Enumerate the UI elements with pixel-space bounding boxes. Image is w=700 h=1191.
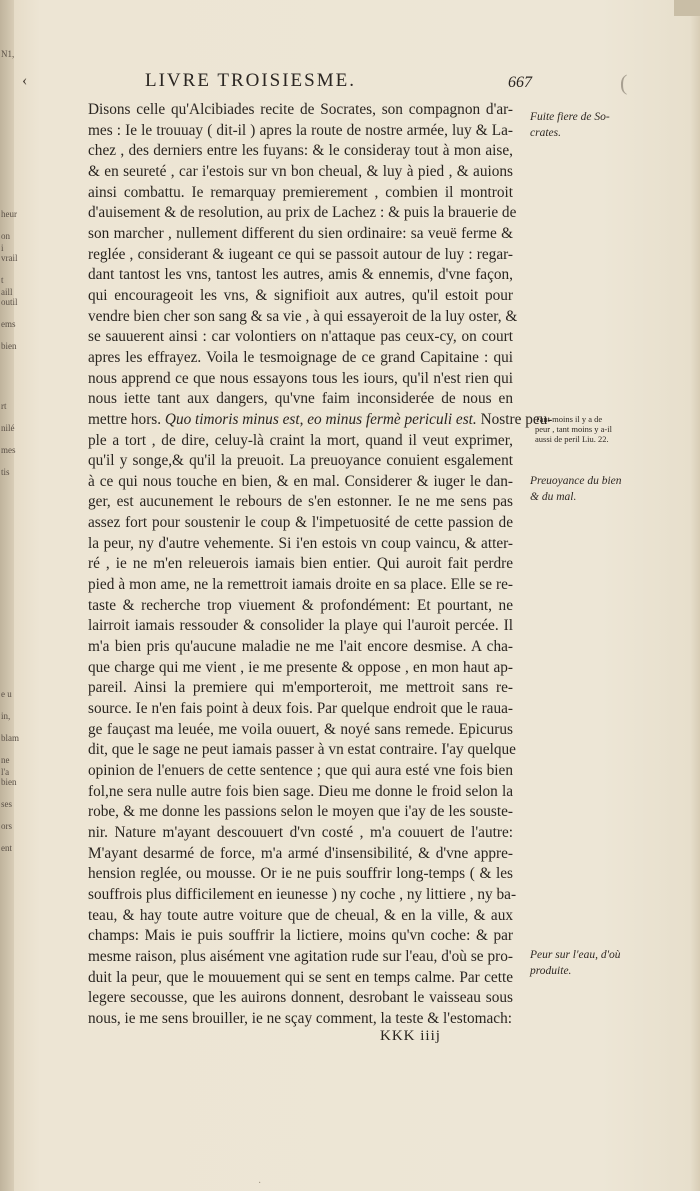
margin-note: & du mal. [530, 491, 577, 503]
gutter-text-fragment: mes [1, 445, 16, 455]
gutter-text-fragment: t aill [1, 275, 13, 297]
gutter-text-fragment: outil [1, 297, 18, 307]
text-line: m'a bien pris qu'aucune maladie ne me l'ait encore desmise. A cha- [88, 638, 513, 656]
running-head: LIVRE TROISIESME. [145, 70, 356, 91]
text-line: qu'il y songe,& qu'il la preuoit. La preuoyance conuient esgalement [88, 452, 513, 470]
gutter-text-fragment: nilé [1, 423, 15, 433]
gutter-text-fragment: ems [1, 319, 16, 329]
gutter-text-fragment: bien [1, 341, 17, 351]
latin-quotation: Quo timoris minus est, eo minus fermè periculi est. [164, 410, 477, 428]
gutter-text-fragment: on i [1, 231, 10, 253]
gutter-text-fragment: tis [1, 467, 10, 477]
signature-mark: KKK iiij [380, 1028, 441, 1044]
margin-bracket: ( [620, 70, 628, 95]
margin-note: Peur sur l'eau, d'où [530, 949, 621, 961]
text-line: lairroit iamais ressouder & consolider la playe qui l'auroit percée. Il [88, 617, 513, 635]
text-line: souffrois plus difficilement en ieunesse ) ny coche , ny littiere , ny ba- [88, 885, 517, 903]
gutter-text-fragment: e u [1, 689, 12, 699]
gutter-text-fragment: in, [1, 711, 11, 721]
text-line: son marcher , nullement different du sien ordinaire: sa veuë ferme & [88, 224, 513, 242]
text-line: mettre hors. Quo timoris minus est, eo minus fermè periculi est. Nostre peu- [88, 410, 553, 428]
text-line: mesme raison, plus aisément vne agitation rude sur l'eau, d'où se pro- [88, 947, 513, 965]
gutter-text-fragment: vrail [1, 253, 18, 263]
margin-note: Fuite fiere de So- [530, 111, 610, 123]
text-line: à ce qui nous touche en bien, & en mal. Considerer & iuger le dan- [88, 472, 513, 490]
gutter-text-fragment: heur [1, 209, 17, 219]
text-line: assez fort pour soustenir le coup & l'impetuosité de cette passion de [88, 514, 513, 532]
text-line: vendre bien cher son sang & sa vie , à qui essayeroit de la luy oster, & [88, 307, 518, 325]
page-number: 667 [508, 74, 532, 91]
text-line: teau, & hay toute autre voiture que de cheual, & en la ville, & aux [88, 906, 513, 924]
text-line: que charge qui me vient , ie me presente & oppose , en mon haut ap- [88, 658, 513, 676]
gutter-text-fragment: ne l'a [1, 755, 10, 777]
margin-note: produite. [530, 965, 572, 977]
text-line: champs: Mais ie puis souffrir la lictiere, moins qu'vn coche: & par [88, 927, 513, 945]
margin-note: crates. [530, 127, 561, 139]
text-line: ger, est aucunement le rebours de s'en estonner. Ie ne me sens pas [88, 493, 513, 511]
left-bracket-mark: ‹ [22, 72, 28, 89]
text-line: robe, & me donne les passions selon le moyen que i'ay de les souste- [88, 803, 513, 821]
text-line: la peur, ny d'autre vehemente. Si i'en estois vn coup vaincu, & atter- [88, 534, 513, 552]
gutter-text-fragment: ent [1, 843, 12, 853]
gutter-text-fragment: rt [1, 401, 7, 411]
text-line: ple a tort , de dire, celuy-là craint la mort, quand il veut exprimer, [88, 431, 513, 449]
text-line: qui encourageoit les vns, & signifioit aux autres, qu'il estoit pour [88, 286, 513, 304]
margin-note: Preuoyance du bien [530, 475, 622, 487]
text-line: ré , ie ne m'en releuerois iamais bien entier. Qui auroit fait perdre [88, 555, 513, 573]
text-line: opinion de l'enuers de cette sentence ; que qui aura esté vne fois bien [88, 762, 513, 779]
bottom-edge-mark: · [258, 1178, 262, 1189]
text-line: d'auisement & de resolution, au prix de Lachez : & puis la brauerie de [88, 204, 517, 222]
text-line: pied à mon ame, ne la remettroit iamais droite en sa place. Elle se re- [88, 576, 513, 594]
text-line: duit la peur, que le mouuement qui se sent en temps calme. Par cette [88, 968, 513, 986]
text-line: chez , des derniers entre les fuyans: & le consideray tout à mon aise, [88, 142, 513, 160]
binding-gutter [0, 0, 19, 1191]
text-line: nous apprend ce que nous essayons tous les iours, qu'il n'est rien qui [88, 369, 513, 387]
text-line: hension reglée, ou mousse. Or ie ne puis souffrir long-temps ( & les [88, 865, 513, 883]
text-line: & en seureté , car i'estois sur vn bon cheual, & luy à pied , & auions [88, 162, 513, 180]
text-line: ainsi combattu. Ie remarquay premierement , combien il montroit [88, 183, 513, 201]
text-line: pareil. Ainsi la premiere qui m'emporteroit, me mettroit sans re- [88, 679, 513, 697]
gutter-text-fragment: ses [1, 799, 12, 809]
text-line: dit, que le sage ne peut iamais passer à vn estat contraire. I'ay quelque [88, 741, 516, 759]
text-line: nous iette tant aux dangers, qu'vne faim inconsiderée de nous en [88, 390, 513, 408]
margin-note: Tant moins il y a de [535, 414, 603, 424]
text-line: apres les effrayez. Voila le tesmoignage de ce grand Capitaine : qui [88, 348, 513, 366]
gutter-text-fragment: bien [1, 777, 17, 787]
text-line: reglée , considerant & iugeant ce qui se passoit autour de luy : regar- [88, 245, 513, 263]
text-line: taste & recherche trop viuement & profondément: Et pourtant, ne [88, 596, 513, 614]
text-line: fol,ne sera nulle autre fois bien sage. Dieu me donne le froid selon la [88, 782, 513, 800]
margin-note: aussi de peril Liu. 22. [535, 434, 609, 444]
text-line: nir. Nature m'ayant descouuert d'vn costé , m'a couuert de l'autre: [88, 823, 513, 841]
text-line: nous, ie me sens brouiller, ie ne sçay comment, la teste & l'estomach: [88, 1009, 512, 1027]
gutter-text-fragment: ors [1, 821, 12, 831]
gutter-text-fragment: blam [1, 733, 19, 743]
text-line: mes : Ie le trouuay ( dit-il ) apres la route de nostre armée, luy & La- [88, 121, 513, 139]
gutter-text-fragment: N1, [1, 49, 15, 59]
text-line: dant tantost les vns, tantost les autres, amis & ennemis, d'vne façon, [88, 266, 513, 284]
text-line: M'ayant desarmé de force, m'a armé d'insensibilité, & d'vne appre- [88, 844, 513, 862]
text-line: legere secousse, que les auirons donnent, desrobant le vaisseau sous [88, 989, 513, 1007]
text-line: source. Ie n'en fais point à deux fois. Par quelque endroit que le raua- [88, 700, 513, 718]
text-line: ge fauçast ma leuée, me voila ouuert, & noyé sans remede. Epicurus [88, 720, 513, 738]
text-line: se sauuerent ainsi : car volontiers on n'attaque pas ceux-cy, on court [88, 328, 513, 346]
margin-note: peur , tant moins y a-il [535, 424, 612, 434]
page-corner [674, 0, 700, 16]
text-line: Disons celle qu'Alcibiades recite de Socrates, son compagnon d'ar- [88, 101, 513, 118]
